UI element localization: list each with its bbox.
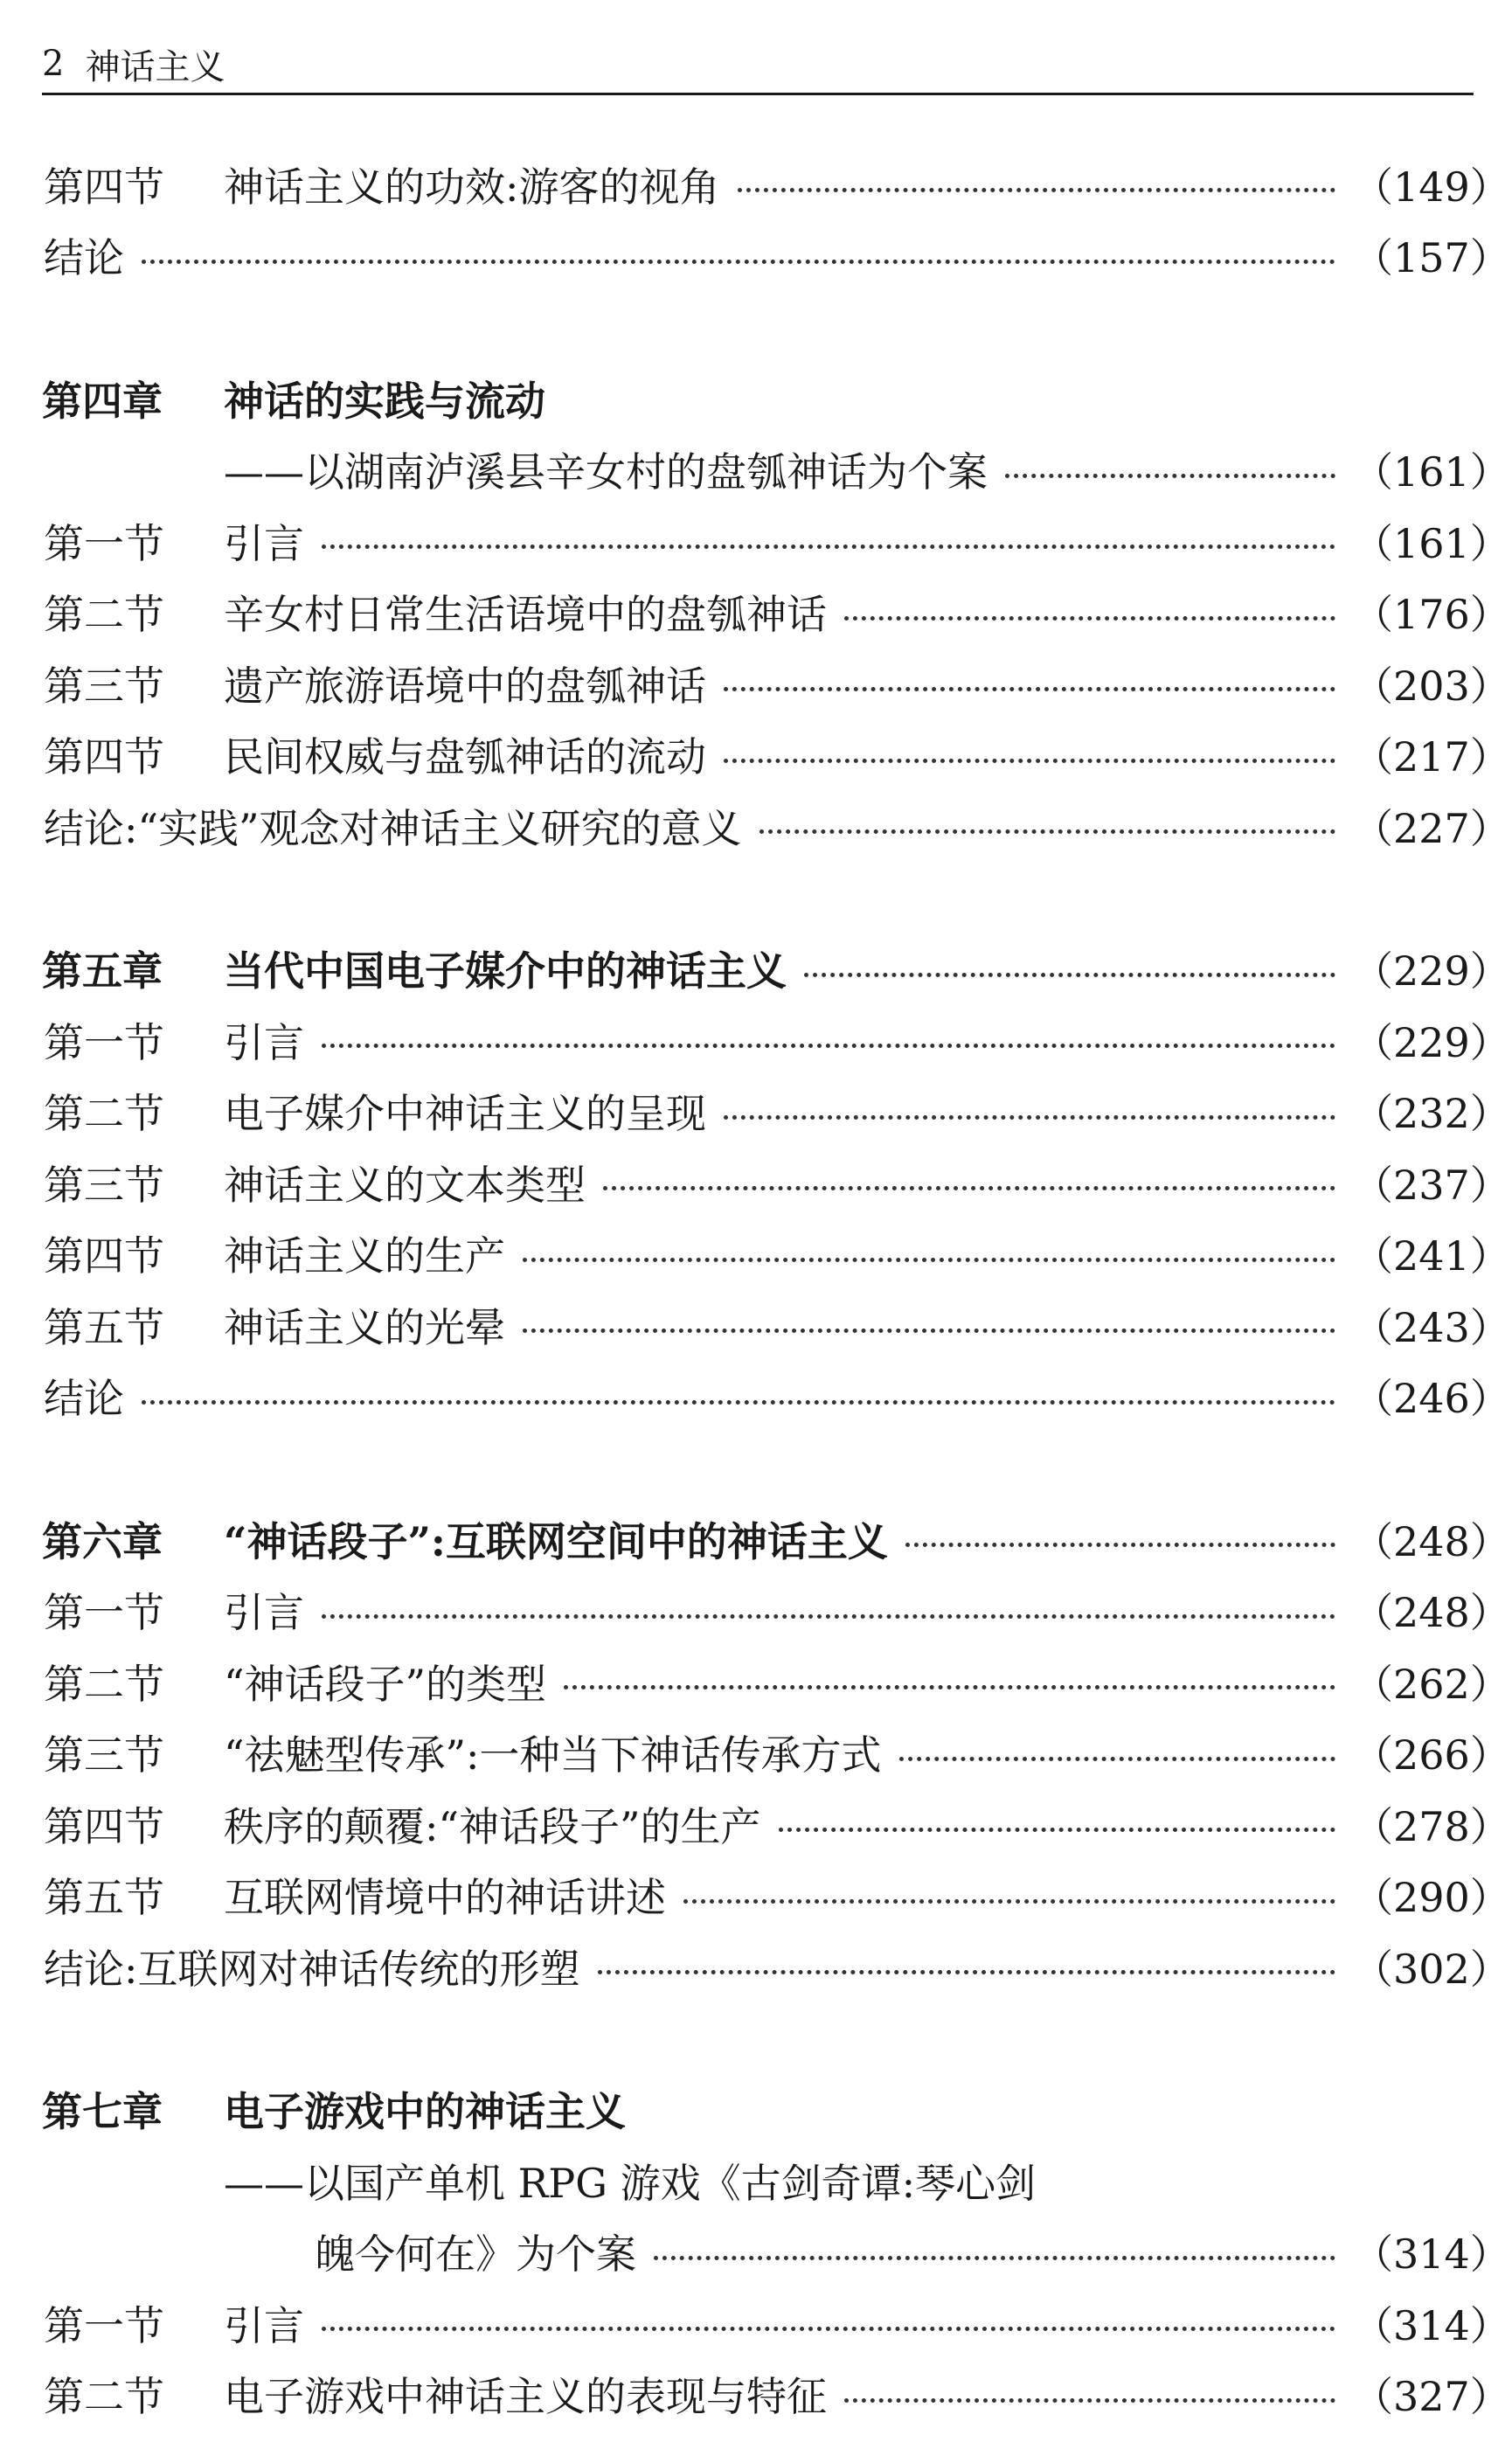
toc-entry-page: （290） — [1353, 1874, 1510, 1922]
dot-leader — [322, 1044, 1335, 1048]
dot-leader — [759, 829, 1335, 834]
toc-entry-label: 第四节 — [44, 163, 164, 211]
toc-entry-conclusion[interactable] — [0, 220, 1512, 292]
toc-entry-title: 秩序的颠覆:“神话段子”的生产 — [224, 1802, 761, 1850]
toc-entry-section[interactable] — [0, 1646, 1512, 1717]
toc-entry-label: 第四节 — [44, 733, 164, 781]
toc-entry-label: 第四节 — [44, 1802, 164, 1850]
dot-leader — [322, 2327, 1335, 2331]
toc-entry-page: （229） — [1353, 1018, 1510, 1066]
toc-entry-page: （217） — [1353, 733, 1510, 781]
toc-entry-conclusion[interactable] — [0, 1931, 1512, 2002]
toc-entry-title: 电子游戏中神话主义的表现与特征 — [224, 2373, 827, 2421]
dot-leader — [322, 545, 1335, 549]
dot-leader — [724, 759, 1335, 763]
toc-entry-title: 当代中国电子媒介中的神话主义 — [224, 947, 787, 996]
toc-entry-page: （237） — [1353, 1161, 1510, 1209]
toc-entry-subtitle2[interactable] — [0, 2217, 1512, 2288]
toc-entry-conclusion[interactable] — [0, 790, 1512, 862]
toc-entry-title: 遗产旅游语境中的盘瓠神话 — [224, 662, 706, 710]
toc-entry-title: 结论 — [44, 1375, 124, 1423]
dot-leader — [142, 1400, 1335, 1405]
dot-leader — [804, 973, 1335, 977]
dot-leader — [654, 2256, 1335, 2260]
dot-leader — [322, 1614, 1335, 1619]
dot-leader — [603, 1186, 1335, 1190]
toc-entry-label: 第三节 — [44, 1731, 164, 1780]
toc-entry-label: 第一节 — [44, 1589, 164, 1637]
toc-entry-page: （176） — [1353, 591, 1510, 639]
toc-entry-subtitle[interactable] — [0, 2145, 1512, 2217]
toc-entry-title: 辛女村日常生活语境中的盘瓠神话 — [224, 591, 827, 639]
toc-entry-label: 第一节 — [44, 519, 164, 567]
toc-entry-section[interactable] — [0, 1004, 1512, 1076]
toc-entry-section[interactable] — [0, 1076, 1512, 1148]
toc-entry-page: （229） — [1353, 947, 1510, 996]
toc-entry-title: 神话主义的生产 — [224, 1232, 505, 1280]
dot-leader — [1005, 474, 1335, 478]
toc-entry-title: 引言 — [224, 1589, 304, 1637]
toc-entry-page: （262） — [1353, 1660, 1510, 1708]
dot-leader — [564, 1685, 1335, 1689]
toc-entry-chapter[interactable] — [0, 933, 1512, 1005]
toc-entry-section[interactable] — [0, 2359, 1512, 2431]
toc-entry-title: 电子媒介中神话主义的呈现 — [224, 1090, 706, 1138]
toc-entry-title: 神话主义的文本类型 — [224, 1161, 586, 1209]
toc-entry-page: （302） — [1353, 1945, 1510, 1993]
toc-entry-title: 神话的实践与流动 — [224, 377, 545, 425]
toc-entry-section[interactable] — [0, 1147, 1512, 1218]
running-header — [42, 35, 1474, 95]
dot-leader — [683, 1899, 1335, 1904]
toc-entry-conclusion[interactable] — [0, 1361, 1512, 1433]
toc-entry-chapter[interactable] — [0, 2074, 1512, 2146]
toc-entry-label: 第五节 — [44, 1303, 164, 1351]
toc-entry-page: （243） — [1353, 1303, 1510, 1351]
toc-entry-label: 第二节 — [44, 1090, 164, 1138]
toc-entry-page: （327） — [1353, 2373, 1510, 2421]
dot-leader — [724, 687, 1335, 691]
toc-entry-label: 第三节 — [44, 662, 164, 710]
page-number: 2 — [42, 44, 65, 84]
toc-entry-title: 结论:“实践”观念对神话主义研究的意义 — [44, 804, 742, 852]
table-of-contents — [0, 149, 1512, 2430]
toc-entry-title: 结论 — [44, 234, 124, 282]
toc-entry-label: 第四章 — [42, 377, 163, 425]
toc-entry-section[interactable] — [0, 577, 1512, 649]
toc-entry-section[interactable] — [0, 1289, 1512, 1361]
toc-entry-title: 结论:互联网对神话传统的形塑 — [44, 1945, 580, 1993]
toc-entry-title: 引言 — [224, 1018, 304, 1066]
dot-leader — [598, 1970, 1336, 1974]
toc-entry-label: 第七章 — [42, 2088, 163, 2136]
toc-entry-subtitle[interactable] — [0, 434, 1512, 506]
toc-entry-title: “祛魅型传承”:一种当下神话传承方式 — [224, 1731, 882, 1780]
dot-leader — [899, 1757, 1335, 1761]
toc-entry-label: 第五章 — [42, 947, 163, 996]
toc-entry-section[interactable] — [0, 1575, 1512, 1647]
toc-entry-title: 神话主义的功效:游客的视角 — [224, 163, 720, 211]
toc-entry-page: （266） — [1353, 1731, 1510, 1780]
toc-entry-page: （314） — [1353, 2301, 1510, 2349]
toc-entry-title: 引言 — [224, 2301, 304, 2349]
toc-entry-title: 互联网情境中的神话讲述 — [224, 1874, 666, 1922]
toc-entry-title: 民间权威与盘瓠神话的流动 — [224, 733, 706, 781]
toc-entry-page: （161） — [1353, 519, 1510, 567]
dot-leader — [779, 1828, 1335, 1832]
toc-entry-title: ——以湖南泸溪县辛女村的盘瓠神话为个案 — [224, 448, 988, 496]
dot-leader — [844, 2398, 1335, 2403]
toc-entry-label: 第三节 — [44, 1161, 164, 1209]
toc-entry-page: （227） — [1353, 804, 1510, 852]
toc-entry-page: （232） — [1353, 1090, 1510, 1138]
dot-leader — [905, 1543, 1335, 1547]
toc-entry-page: （241） — [1353, 1232, 1510, 1280]
toc-entry-label: 第五节 — [44, 1874, 164, 1922]
toc-entry-section[interactable] — [0, 1218, 1512, 1290]
toc-entry-title: 引言 — [224, 519, 304, 567]
toc-entry-section[interactable] — [0, 149, 1512, 220]
toc-entry-section[interactable] — [0, 1860, 1512, 1932]
toc-entry-section[interactable] — [0, 719, 1512, 791]
dot-leader — [724, 1115, 1335, 1120]
toc-entry-page: （314） — [1353, 2231, 1510, 2279]
toc-entry-title: 魄今何在》为个案 — [315, 2231, 636, 2279]
toc-entry-label: 第一节 — [44, 2301, 164, 2349]
dot-leader — [523, 1329, 1335, 1333]
toc-entry-page: （248） — [1353, 1589, 1510, 1637]
toc-entry-chapter[interactable] — [0, 1503, 1512, 1575]
toc-entry-label: 第二节 — [44, 1660, 164, 1708]
toc-entry-page: （157） — [1353, 234, 1510, 282]
dot-leader — [738, 188, 1336, 192]
toc-entry-label: 第一节 — [44, 1018, 164, 1066]
toc-entry-title: 神话主义的光晕 — [224, 1303, 505, 1351]
toc-entry-section[interactable] — [0, 648, 1512, 719]
toc-entry-title: 电子游戏中的神话主义 — [224, 2088, 626, 2136]
toc-entry-page: （161） — [1353, 448, 1510, 496]
toc-entry-page: （278） — [1353, 1802, 1510, 1850]
toc-entry-chapter[interactable] — [0, 363, 1512, 434]
toc-entry-section[interactable] — [0, 1788, 1512, 1860]
toc-entry-page: （248） — [1353, 1517, 1510, 1565]
toc-entry-title: “神话段子”的类型 — [224, 1660, 547, 1708]
dot-leader — [844, 616, 1335, 621]
toc-entry-label: 第二节 — [44, 2373, 164, 2421]
toc-entry-section[interactable] — [0, 505, 1512, 577]
toc-entry-page: （149） — [1353, 163, 1510, 211]
dot-leader — [523, 1258, 1335, 1262]
toc-entry-page: （246） — [1353, 1375, 1510, 1423]
toc-entry-section[interactable] — [0, 1717, 1512, 1789]
dot-leader — [142, 260, 1335, 264]
toc-entry-label: 第六章 — [42, 1517, 163, 1565]
toc-entry-label: 第二节 — [44, 591, 164, 639]
toc-entry-section[interactable] — [0, 2287, 1512, 2359]
toc-entry-title: “神话段子”:互联网空间中的神话主义 — [224, 1517, 888, 1565]
toc-entry-title: ——以国产单机 RPG 游戏《古剑奇谭:琴心剑 — [224, 2159, 1037, 2207]
toc-entry-page: （203） — [1353, 662, 1510, 710]
toc-entry-label: 第四节 — [44, 1232, 164, 1280]
running-title: 神话主义 — [85, 46, 225, 87]
